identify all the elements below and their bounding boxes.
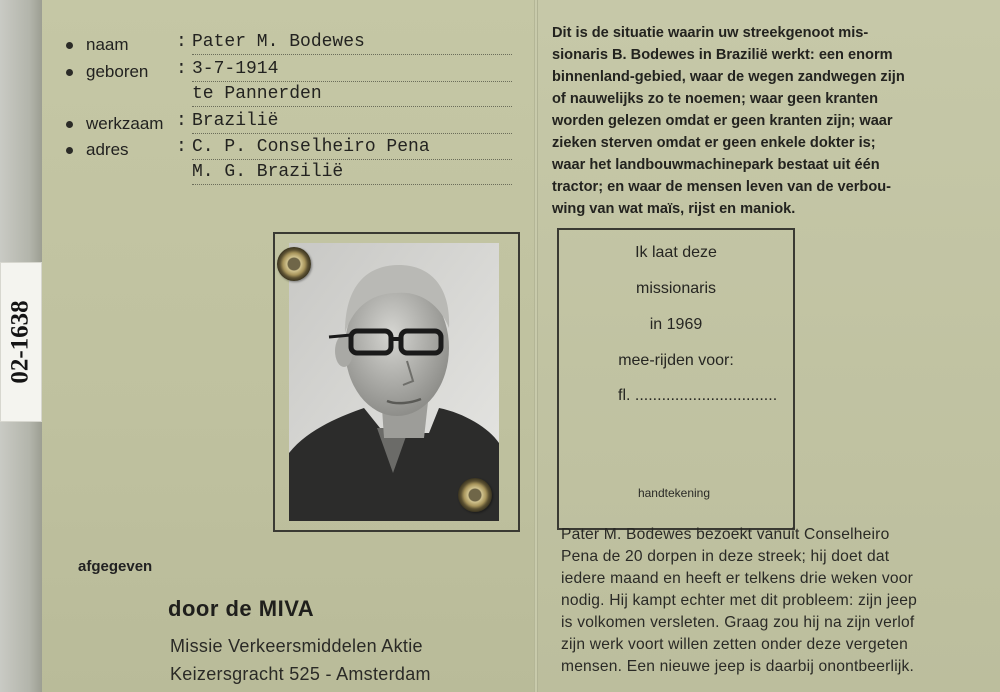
text-line: nodig. Hij kampt echter met dit probleem: zijn jeep [561, 592, 918, 609]
text-line: zijn werk voort willen zetten onder deze vergeten [561, 636, 908, 653]
text-line: of nauwelijks zo te noemen; waar geen kranten [552, 91, 879, 107]
field-label: adres [86, 140, 129, 159]
text-line: Dit is de situatie waarin uw streekgenoot mis- [552, 25, 869, 41]
archive-number: 02-1638 [7, 300, 35, 384]
pledge-line: missionaris [635, 280, 716, 297]
org-address: Keizersgracht 525 - Amsterdam [170, 664, 431, 684]
text-line: waar het landbouwmachinepark bestaat uit één [552, 157, 880, 173]
intro-paragraph [552, 22, 992, 220]
eyelet-icon [458, 478, 492, 512]
pledge-line: Ik laat deze [635, 244, 717, 261]
field-value: 3-7-1914 [192, 59, 512, 82]
pledge-line: mee-rijden voor: [618, 352, 734, 369]
pledge-line: in 1969 [649, 316, 703, 333]
text-line: is volkomen versleten. Graag zou hij na zijn verlof [561, 614, 915, 631]
text-line: worden gelezen omdat er geen kranten zijn; waar [552, 113, 893, 129]
card-fold [534, 0, 538, 692]
field-value: Brazilië [192, 111, 512, 134]
text-line: Pena de 20 dorpen in deze streek; hij doet dat [561, 548, 890, 565]
text-line: iedere maand en heeft er telkens drie weken voor [561, 570, 913, 587]
field-label: geboren [86, 62, 149, 81]
org-name: Missie Verkeersmiddelen Aktie [170, 636, 423, 656]
bottom-paragraph [561, 524, 995, 678]
bullet-icon [66, 147, 73, 154]
field-value: Pater M. Bodewes [192, 32, 512, 55]
issuer-line: door de MIVA [168, 596, 315, 621]
colon: : [176, 137, 187, 157]
pledge-box[interactable] [557, 228, 795, 530]
field-continuation: M. G. Brazilië [192, 162, 512, 185]
eyelet-icon [277, 247, 311, 281]
field-value: C. P. Conselheiro Pena [192, 137, 512, 160]
text-line: Pater M. Bodewes bezoekt vanuit Conselheiro [561, 526, 890, 543]
issued-label: afgegeven [78, 558, 153, 575]
text-line: sionaris B. Bodewes in Brazilië werkt: een enorm [552, 47, 893, 63]
colon: : [176, 59, 187, 79]
bullet-icon [66, 121, 73, 128]
pledge-amount-field[interactable]: fl. ................................ [618, 387, 778, 404]
field-continuation: te Pannerden [192, 84, 512, 107]
text-line: zieken sterven omdat er geen enkele dokter is; [552, 135, 876, 151]
field-label: werkzaam [86, 114, 164, 133]
text-line: binnenland-gebied, waar de wegen zandwegen zijn [552, 69, 905, 85]
signature-label: handtekening [637, 486, 711, 500]
text-line: mensen. Een nieuwe jeep is daarbij onontbeerlijk. [561, 658, 915, 675]
text-line: tractor; en waar de mensen leven van de verbou- [552, 179, 892, 195]
colon: : [176, 32, 187, 52]
colon: : [176, 111, 187, 131]
bullet-icon [66, 69, 73, 76]
archive-label [0, 262, 42, 422]
text-line: wing van wat maïs, rijst en maniok. [552, 201, 796, 217]
field-label: naam [86, 35, 129, 54]
bullet-icon [66, 42, 73, 49]
